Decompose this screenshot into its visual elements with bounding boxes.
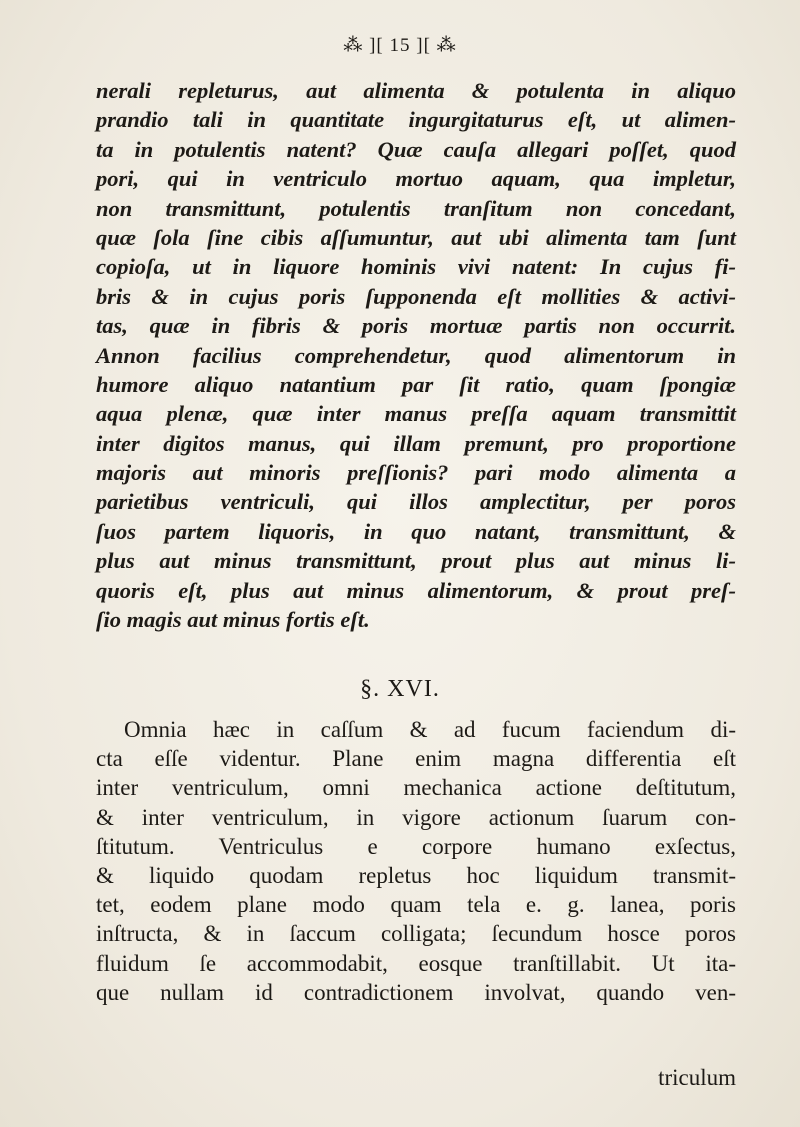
text-line: ſio magis aut minus fortis eſt. (96, 607, 370, 633)
text-line: ta in potulentis natent? Quæ cauſa allegari poſſet, quod (96, 136, 736, 162)
text-line: fluidum ſe accommodabit, eosque tranſtillabit. Ut ita- (96, 950, 736, 976)
text-line: ſtitutum. Ventriculus e corpore humano exſectus, (96, 833, 736, 859)
italic-paragraph (96, 76, 736, 634)
text-line: quæ ſola ſine cibis aſſumuntur, aut ubi alimenta tam ſunt (96, 224, 736, 250)
text-line: humore aliquo natantium par ſit ratio, quam ſpongiæ (96, 371, 736, 397)
text-line: tet, eodem plane modo quam tela e. g. lanea, poris (96, 892, 736, 918)
roman-paragraph (96, 715, 736, 1007)
text-line: bris & in cujus poris ſupponenda eſt mollities & activi- (96, 283, 736, 309)
text-line: Omnia hæc in caſſum & ad fucum faciendum di- (124, 717, 736, 742)
text-line: inter ventriculum, omni mechanica actione deſtitutum, (96, 775, 736, 801)
text-line: & inter ventriculum, in vigore actionum ſuarum con- (96, 804, 736, 830)
text-line: plus aut minus transmittunt, prout plus aut minus li- (96, 548, 736, 574)
text-line: & liquido quodam repletus hoc liquidum transmit- (96, 862, 736, 888)
text-line: quoris eſt, plus aut minus alimentorum, & prout preſ- (96, 577, 736, 603)
running-head: ⁂ ][ 15 ][ ⁂ (343, 35, 457, 56)
catchword: triculum (658, 1065, 736, 1090)
text-line: inter digitos manus, qui illam premunt, pro proportione (96, 430, 736, 456)
text-line: aqua plenæ, quæ inter manus preſſa aquam transmittit (96, 401, 736, 427)
text-line: Annon facilius comprehendetur, quod alimentorum in (96, 342, 736, 368)
text-line: copioſa, ut in liquore hominis vivi natent: In cujus fi- (96, 254, 736, 280)
text-line: que nullam id contradictionem involvat, quando ven- (96, 979, 736, 1005)
section-heading: §. XVI. (360, 676, 440, 702)
text-line: parietibus ventriculi, qui illos amplectitur, per poros (96, 489, 736, 515)
text-line: ſuos partem liquoris, in quo natant, transmittunt, & (96, 518, 736, 544)
text-line: tas, quæ in fibris & poris mortuæ partis non occurrit. (96, 313, 736, 339)
text-line: inſtructa, & in ſaccum colligata; ſecundum hosce poros (96, 921, 736, 947)
text-line: cta eſſe videntur. Plane enim magna differentia eſt (96, 746, 736, 772)
text-line: nerali repleturus, aut alimenta & potulenta in aliquo (96, 78, 736, 103)
text-line: prandio tali in quantitate ingurgitaturus eſt, ut alimen- (96, 107, 736, 133)
text-line: non transmittunt, potulentis tranſitum non concedant, (96, 195, 736, 221)
text-line: majoris aut minoris preſſionis? pari modo alimenta a (96, 460, 736, 486)
text-line: pori, qui in ventriculo mortuo aquam, qua impletur, (96, 166, 736, 192)
